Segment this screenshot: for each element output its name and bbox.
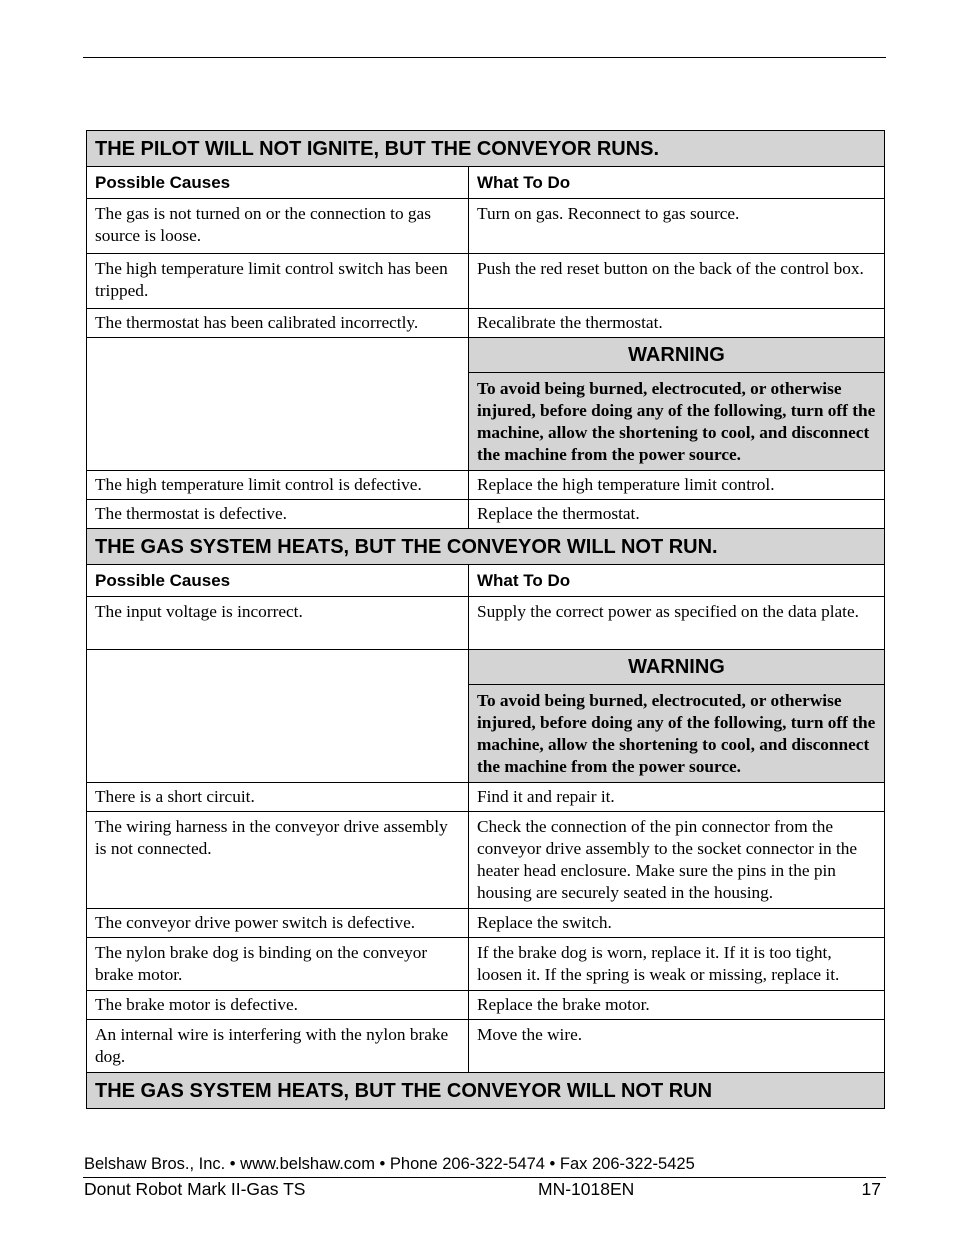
header-rule [83, 57, 886, 58]
table-row [87, 991, 885, 1020]
action-cell: Move the wire. [469, 1020, 885, 1073]
cause-cell: The conveyor drive power switch is defective. [87, 909, 469, 938]
footer-rule [83, 1177, 886, 1178]
cause-cell: There is a short circuit. [87, 783, 469, 812]
section-title: THE PILOT WILL NOT IGNITE, BUT THE CONVEYOR RUNS. [87, 131, 885, 167]
cause-cell: The input voltage is incorrect. [87, 597, 469, 650]
action-cell: Supply the correct power as specified on the data plate. [469, 597, 885, 650]
cause-cell: The thermostat is defective. [87, 500, 469, 529]
action-cell: Replace the brake motor. [469, 991, 885, 1020]
troubleshooting-table [86, 130, 885, 1109]
action-cell: Find it and repair it. [469, 783, 885, 812]
warning-title: WARNING [469, 650, 885, 685]
empty-cell [87, 338, 469, 471]
action-cell: Recalibrate the thermostat. [469, 309, 885, 338]
table-row [87, 500, 885, 529]
action-cell: Turn on gas. Reconnect to gas source. [469, 199, 885, 254]
cause-cell: The high temperature limit control is defective. [87, 471, 469, 500]
section-header-row [87, 131, 885, 167]
section-header-row [87, 529, 885, 565]
col-header-causes: Possible Causes [87, 565, 469, 597]
cause-cell: The brake motor is defective. [87, 991, 469, 1020]
footer-product: Donut Robot Mark II-Gas TS [84, 1179, 306, 1199]
warning-title-row [87, 338, 885, 373]
table-row [87, 309, 885, 338]
table-row [87, 938, 885, 991]
cause-cell: The high temperature limit control switch has been tripped. [87, 254, 469, 309]
action-cell: If the brake dog is worn, replace it. If it is too tight, loosen it. If the spring is weak or missing, replace it. [469, 938, 885, 991]
action-cell: Check the connection of the pin connector from the conveyor drive assembly to the socket connector in the heater head enclosure. Make sure the pins in the pin housing are securely seated in the housing. [469, 812, 885, 909]
section-header-row [87, 1073, 885, 1109]
footer-doc-number: MN-1018EN [538, 1179, 635, 1199]
table-row [87, 254, 885, 309]
cause-cell: The wiring harness in the conveyor drive assembly is not connected. [87, 812, 469, 909]
cause-cell: An internal wire is interfering with the nylon brake dog. [87, 1020, 469, 1073]
table-row [87, 597, 885, 650]
warning-text: To avoid being burned, electrocuted, or otherwise injured, before doing any of the following, turn off the machine, allow the shortening to cool, and disconnect the machine from the power source. [469, 685, 885, 783]
column-header-row [87, 167, 885, 199]
footer-page-number: 17 [861, 1179, 881, 1199]
action-cell: Replace the switch. [469, 909, 885, 938]
action-cell: Push the red reset button on the back of the control box. [469, 254, 885, 309]
table-row [87, 909, 885, 938]
cause-cell: The nylon brake dog is binding on the conveyor brake motor. [87, 938, 469, 991]
section-title: THE GAS SYSTEM HEATS, BUT THE CONVEYOR WILL NOT RUN. [87, 529, 885, 565]
table-row [87, 812, 885, 909]
section-title: THE GAS SYSTEM HEATS, BUT THE CONVEYOR WILL NOT RUN [87, 1073, 885, 1109]
column-header-row [87, 565, 885, 597]
warning-title: WARNING [469, 338, 885, 373]
footer-contact: Belshaw Bros., Inc. • www.belshaw.com • Phone 206-322-5474 • Fax 206-322-5425 [84, 1155, 695, 1173]
empty-cell [87, 650, 469, 783]
cause-cell: The thermostat has been calibrated incorrectly. [87, 309, 469, 338]
table-row [87, 1020, 885, 1073]
col-header-causes: Possible Causes [87, 167, 469, 199]
table-row [87, 471, 885, 500]
action-cell: Replace the thermostat. [469, 500, 885, 529]
col-header-action: What To Do [469, 167, 885, 199]
col-header-action: What To Do [469, 565, 885, 597]
table-row [87, 783, 885, 812]
cause-cell: The gas is not turned on or the connection to gas source is loose. [87, 199, 469, 254]
table-row [87, 199, 885, 254]
action-cell: Replace the high temperature limit control. [469, 471, 885, 500]
warning-title-row [87, 650, 885, 685]
warning-text: To avoid being burned, electrocuted, or otherwise injured, before doing any of the following, turn off the machine, allow the shortening to cool, and disconnect the machine from the power source. [469, 373, 885, 471]
